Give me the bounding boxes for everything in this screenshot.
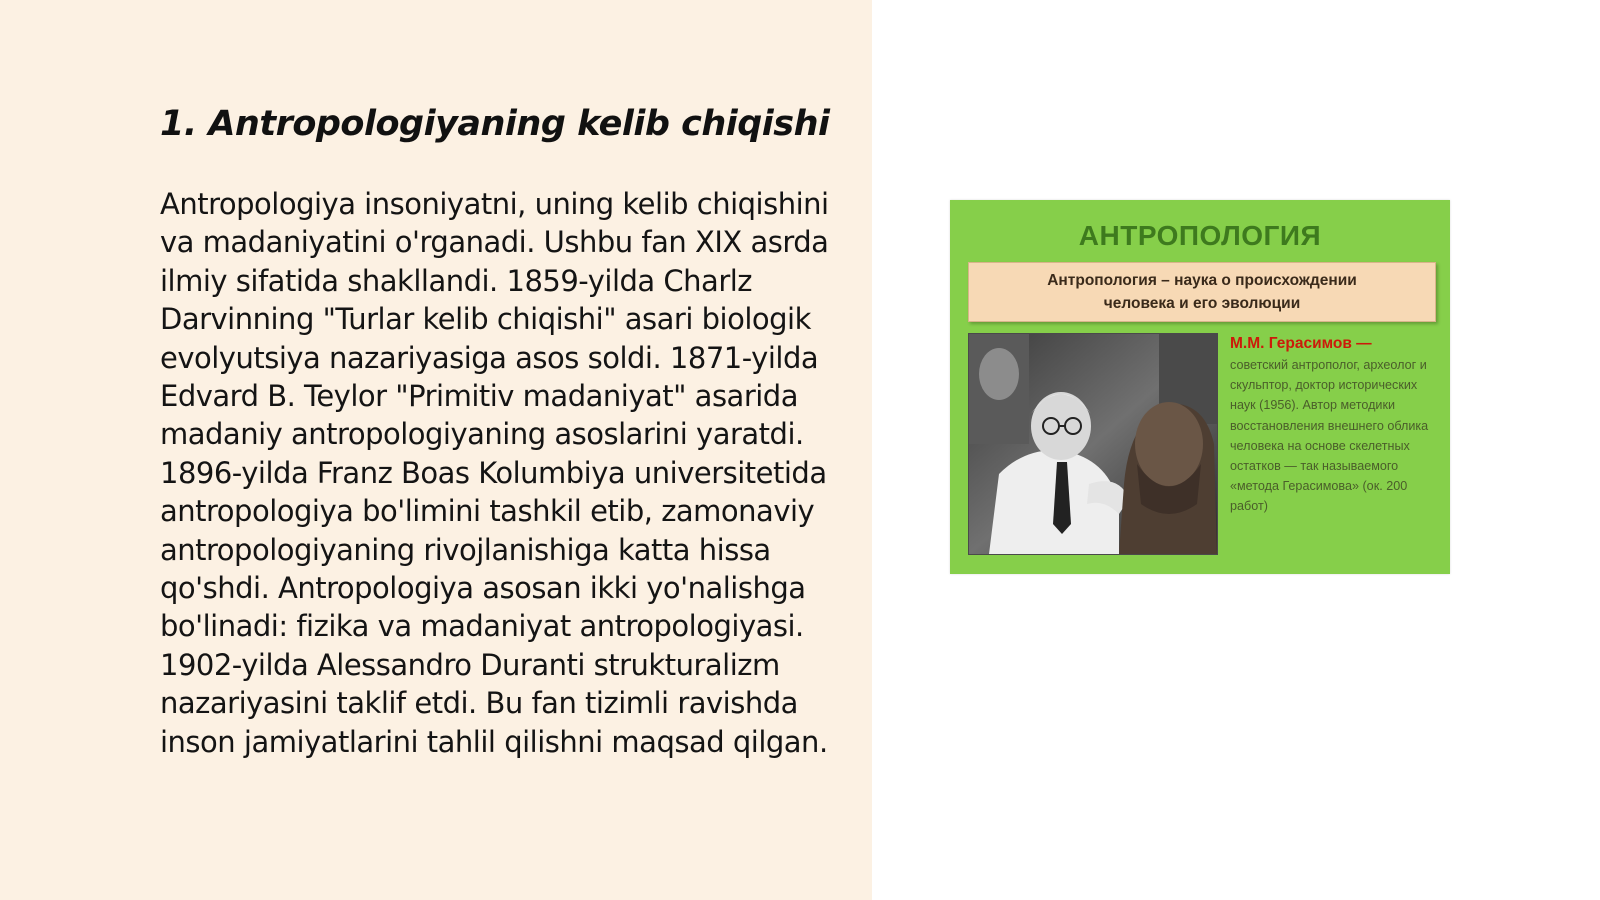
picture-title: АНТРОПОЛОГИЯ <box>1078 220 1322 251</box>
anthropology-picture <box>950 200 1450 574</box>
caption-text: советский антрополог, археолог и скульптор, доктор исторических наук (1956). Автор методики восстановления внешнего облика человека на основе скелетных остатков — так называемого «метода Герасимова» (ок. 200 работ) <box>1230 358 1429 514</box>
banner-line-1: Антропология – наука о происхождении <box>1047 272 1357 289</box>
gerasimov-photo <box>968 333 1218 555</box>
caption-name: М.М. Герасимов — <box>1230 335 1372 352</box>
picture-caption <box>1230 333 1440 517</box>
slide-body-text: Antropologiya insoniyatni, uning kelib chiqishini va madaniyatini o'rganadi. Ushbu fan XIX asrda ilmiy sifatida shakllandi. 1859-yilda Charlz Darvinning "Turlar kelib chiqishi" asari biologik evolyutsiya nazariyasiga asos soldi. 1871-yilda Edvard B. Teylor "Primitiv madaniyat" asarida madaniy antropologiyaning asoslarini yaratdi. 1896-yilda Franz Boas Kolumbiya universitetida antropologiya bo'limini tashkil etib, zamonaviy antropologiyaning rivojlanishiga katta hissa qo'shdi. Antropologiya asosan ikki yo'nalishga bo'linadi: fizika va madaniyat antropologiyasi. 1902-yilda Alessandro Duranti strukturalizm nazariyasini taklif etdi. Bu fan tizimli ravishda inson jamiyatlarini tahlil qilishni maqsad qilgan. <box>160 187 829 759</box>
picture-banner <box>968 262 1436 322</box>
slide-title: 1. Antropologiyaning kelib chiqishi <box>160 104 830 144</box>
banner-line-2: человека и его эволюции <box>1103 295 1301 312</box>
